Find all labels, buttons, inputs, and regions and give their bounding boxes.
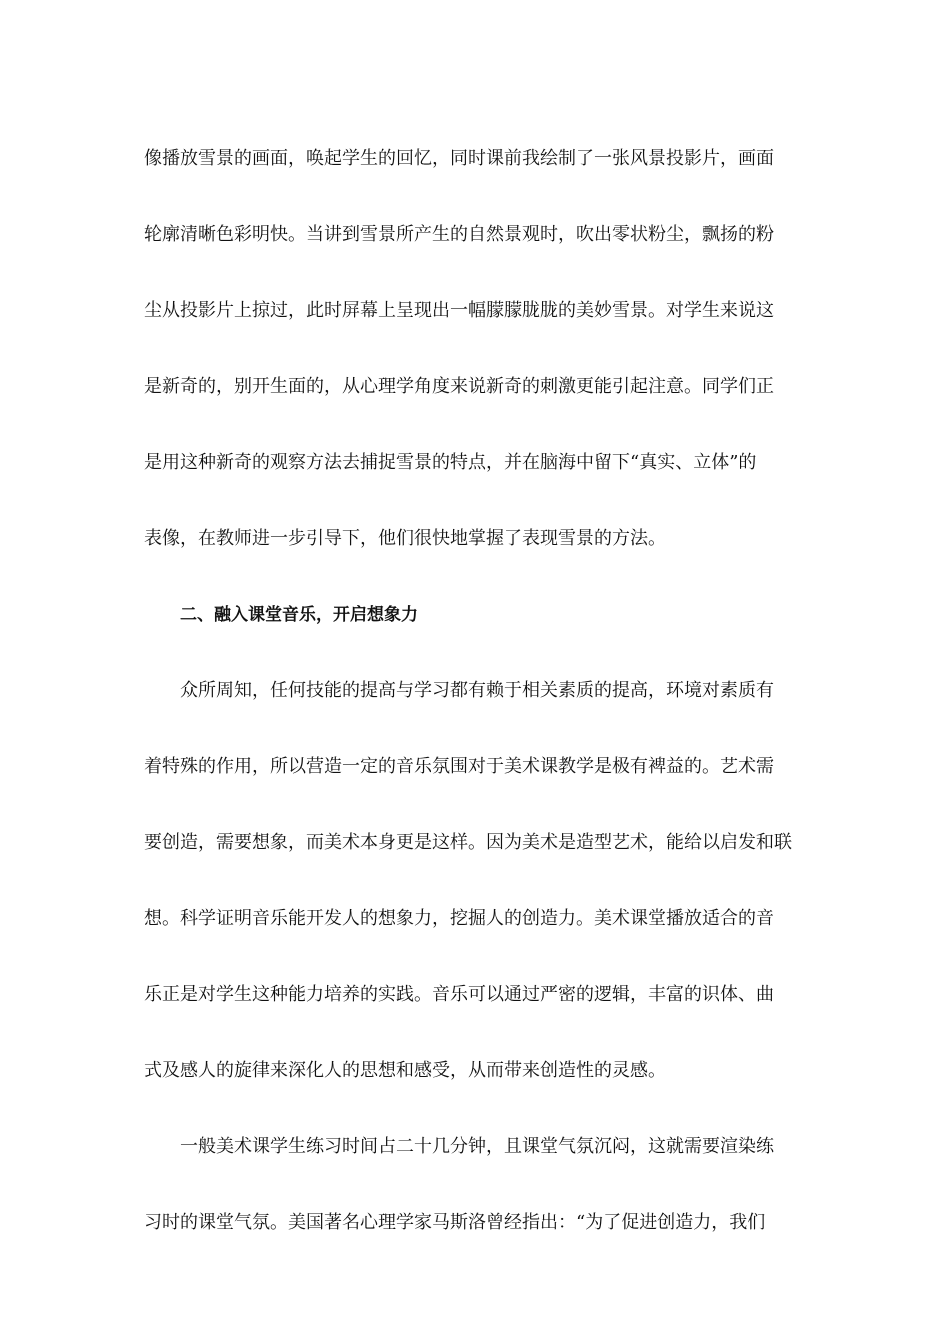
paragraph-3-line-2: 习时的课堂气氛。美国著名心理学家马斯洛曾经指出：“为了促进创造力，我们 (144, 1212, 766, 1233)
section-heading: 二、融入课堂音乐，开启想象力 (180, 605, 418, 625)
paragraph-2-line-3: 要创造，需要想象，而美术本身更是这样。因为美术是造型艺术，能给以启发和联 (144, 832, 792, 853)
paragraph-1-line-5: 是用这种新奇的观察方法去捕捉雪景的特点，并在脑海中留下“真实、立体”的 (144, 452, 757, 473)
paragraph-2-line-1: 众所周知，任何技能的提高与学习都有赖于相关素质的提高，环境对素质有 (180, 680, 774, 701)
paragraph-1-line-1: 像播放雪景的画面，唤起学生的回忆，同时课前我绘制了一张风景投影片，画面 (144, 148, 774, 169)
paragraph-1-line-2: 轮廓清晰色彩明快。当讲到雪景所产生的自然景观时，吹出零状粉尘，飘扬的粉 (144, 224, 774, 245)
document-body (144, 137, 810, 1277)
paragraph-2-line-5: 乐正是对学生这种能力培养的实践。音乐可以通过严密的逻辑，丰富的识体、曲 (144, 984, 774, 1005)
paragraph-1-line-4: 是新奇的，别开生面的，从心理学角度来说新奇的刺激更能引起注意。同学们正 (144, 376, 774, 397)
paragraph-1-line-3: 尘从投影片上掠过，此时屏幕上呈现出一幅朦朦胧胧的美妙雪景。对学生来说这 (144, 300, 774, 321)
paragraph-2-line-2: 着特殊的作用，所以营造一定的音乐氛围对于美术课教学是极有裨益的。艺术需 (144, 756, 774, 777)
paragraph-2-line-6: 式及感人的旋律来深化人的思想和感受，从而带来创造性的灵感。 (144, 1060, 666, 1081)
paragraph-2-line-4: 想。科学证明音乐能开发人的想象力，挖掘人的创造力。美术课堂播放适合的音 (144, 908, 774, 929)
paragraph-3-line-1: 一般美术课学生练习时间占二十几分钟，且课堂气氛沉闷，这就需要渲染练 (180, 1136, 774, 1157)
paragraph-1-line-6: 表像，在教师进一步引导下，他们很快地掌握了表现雪景的方法。 (144, 528, 666, 549)
